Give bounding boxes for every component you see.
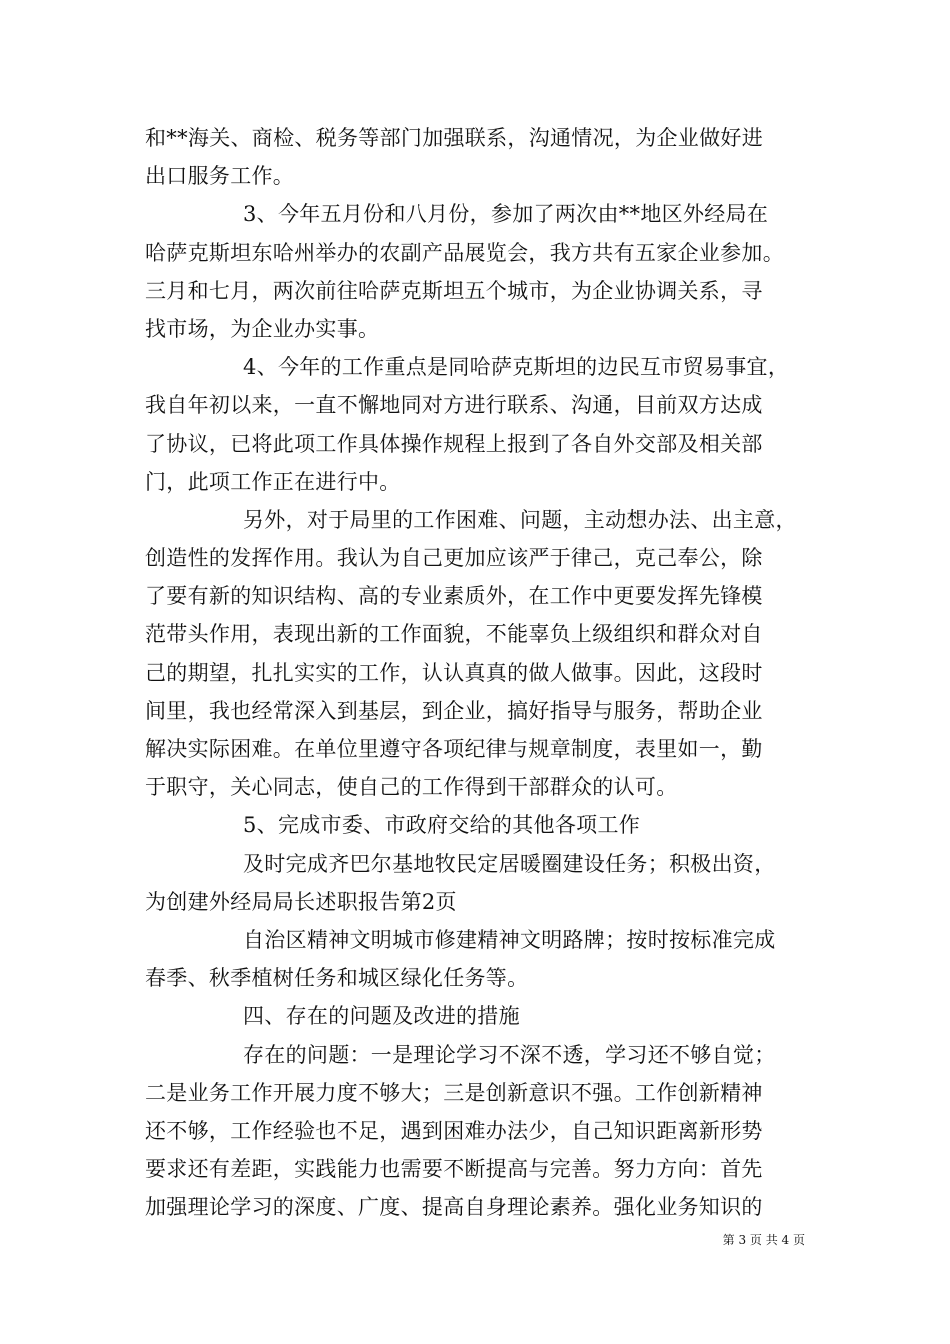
text-line: 自治区精神文明城市修建精神文明路牌；按时按标准完成 — [243, 927, 776, 952]
text-line: 为创建外经局局长述职报告第2页 — [145, 889, 457, 914]
text-line: 3、今年五月份和八月份，参加了两次由**地区外经局在 — [243, 202, 769, 227]
text-line: 找市场，为企业办实事。 — [145, 316, 380, 341]
document-body — [145, 119, 825, 1226]
text-line: 春季、秋季植树任务和城区绿化任务等。 — [145, 966, 529, 991]
text-line: 要求还有差距，实践能力也需要不断提高与完善。努力方向：首先 — [145, 1157, 763, 1182]
text-line: 范带头作用，表现出新的工作面貌，不能辜负上级组织和群众对自 — [145, 622, 763, 647]
text-line: 出口服务工作。 — [145, 164, 295, 189]
text-line: 及时完成齐巴尔基地牧民定居暖圈建设任务；积极出资， — [243, 851, 776, 876]
text-line: 存在的问题：一是理论学习不深不透，学习还不够自觉； — [243, 1042, 776, 1067]
text-line: 还不够，工作经验也不足，遇到困难办法少，自己知识距离新形势 — [145, 1118, 763, 1143]
text-line: 我自年初以来，一直不懈地同对方进行联系、沟通，目前双方达成 — [145, 393, 763, 418]
text-line: 于职守，关心同志，使自己的工作得到干部群众的认可。 — [145, 775, 678, 800]
text-line: 三月和七月，两次前往哈萨克斯坦五个城市，为企业协调关系，寻 — [145, 278, 763, 303]
text-line: 门，此项工作正在进行中。 — [145, 469, 401, 494]
text-line: 创造性的发挥作用。我认为自己更加应该严于律己，克己奉公，除 — [145, 546, 763, 571]
text-line: 四、存在的问题及改进的措施 — [243, 1004, 520, 1029]
text-line: 己的期望，扎扎实实的工作，认认真真的做人做事。因此，这段时 — [145, 660, 763, 685]
text-line: 哈萨克斯坦东哈州举办的农副产品展览会，我方共有五家企业参加。 — [145, 240, 784, 265]
text-line: 二是业务工作开展力度不够大；三是创新意识不强。工作创新精神 — [145, 1080, 763, 1105]
text-line: 间里，我也经常深入到基层，到企业，搞好指导与服务，帮助企业 — [145, 698, 763, 723]
text-line: 了要有新的知识结构、高的专业素质外，在工作中更要发挥先锋模 — [145, 584, 763, 609]
page-footer: 第 3 页 共 4 页 — [722, 1233, 805, 1247]
text-line: 和**海关、商检、税务等部门加强联系，沟通情况，为企业做好进 — [145, 126, 763, 150]
text-line: 另外，对于局里的工作困难、问题，主动想办法、出主意， — [243, 507, 797, 532]
text-line: 5、完成市委、市政府交给的其他各项工作 — [243, 813, 641, 838]
text-line: 加强理论学习的深度、广度、提高自身理论素养。强化业务知识的 — [145, 1195, 763, 1220]
text-line: 4、今年的工作重点是同哈萨克斯坦的边民互市贸易事宜， — [243, 355, 790, 380]
text-line: 了协议，已将此项工作具体操作规程上报到了各自外交部及相关部 — [145, 431, 763, 456]
text-line: 解决实际困难。在单位里遵守各项纪律与规章制度，表里如一，勤 — [145, 737, 763, 761]
